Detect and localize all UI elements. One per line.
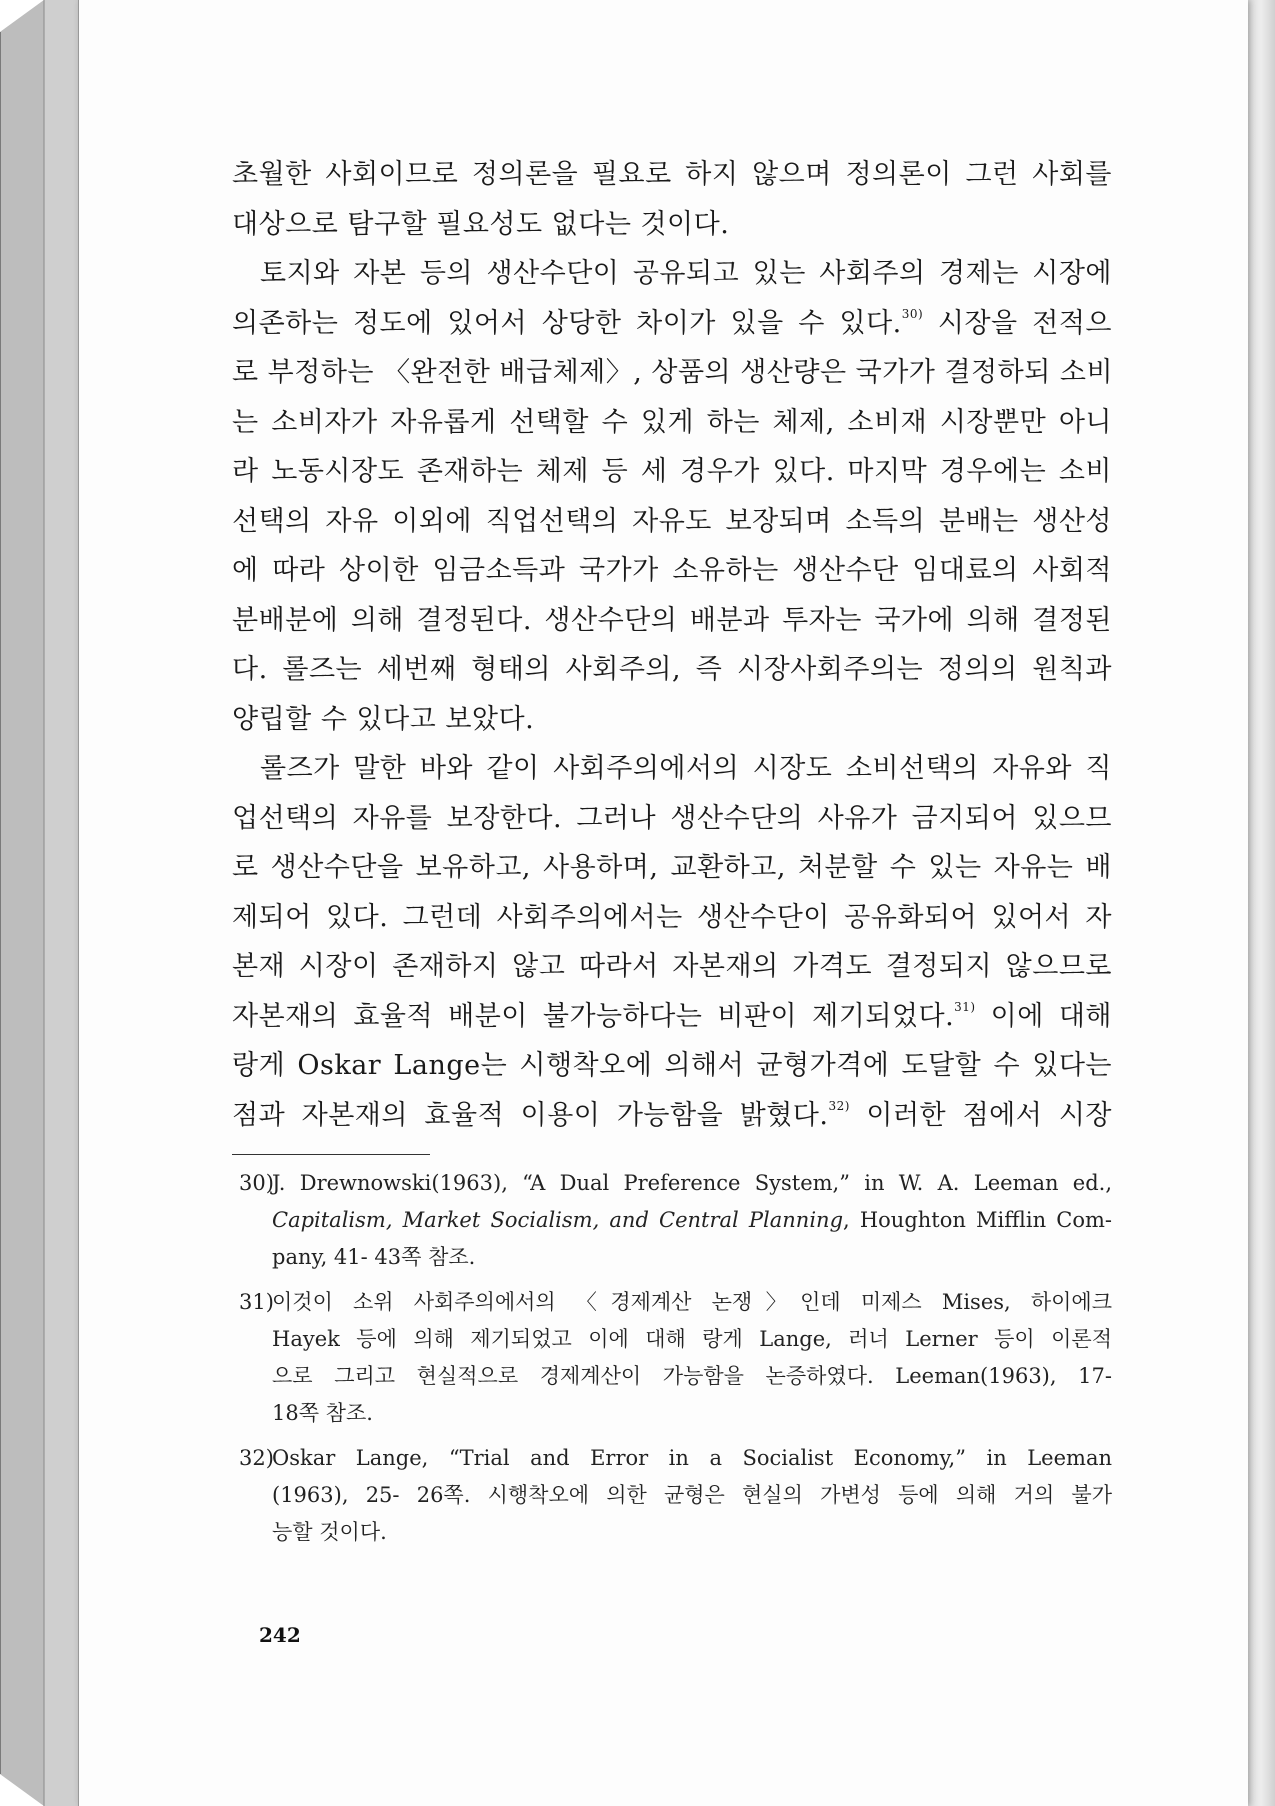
text-line: 제되어 있다. 그런데 사회주의에서는 생산수단이 공유화되어 있어서 자 [232, 901, 1112, 933]
text-line: 토지와 자본 등의 생산수단이 공유되고 있는 사회주의 경제는 시장에 [260, 258, 1112, 289]
footnote-line: J. Drewnowski(1963), “A Dual Preference System,” in W. A. Leeman ed., [272, 1171, 1112, 1195]
text-line: 초월한 사회이므로 정의론을 필요로 하지 않으며 정의론이 그런 사회를 [232, 159, 1112, 190]
text-segment: 이러한 점에서 시장 [866, 1099, 1112, 1131]
footnote-number: 31) [239, 1290, 274, 1314]
page-number: 242 [259, 1623, 301, 1647]
text-segment: 이에 대해 [990, 1000, 1112, 1032]
footnote-separator [232, 1154, 430, 1155]
text-line [232, 1091, 1112, 1141]
footnote-line: (1963), 25- 26쪽. 시행착오에 의한 균형은 현실의 가변성 등에 의해 거의 불가 [272, 1483, 1112, 1507]
paragraph-2 [232, 249, 1112, 744]
footnote-line: 능할 것이다. [272, 1520, 387, 1544]
text-line: 다. 롤즈는 세번째 형태의 사회주의, 즉 시장사회주의는 정의의 원칙과 [232, 654, 1112, 685]
text-line: 는 소비자가 자유롭게 선택할 수 있게 하는 체제, 소비재 시장뿐만 아니 [232, 406, 1112, 438]
text-line: 라 노동시장도 존재하는 체제 등 세 경우가 있다. 마지막 경우에는 소비 [232, 456, 1112, 487]
text-line [232, 992, 1112, 1042]
footnote-ref-30[interactable]: 30) [901, 306, 924, 321]
text-line: 랑게 Oskar Lange는 시행착오에 의해서 균형가격에 도달할 수 있다는 [232, 1050, 1112, 1081]
text-line: 본재 시장이 존재하지 않고 따라서 자본재의 가격도 결정되지 않으므로 [232, 951, 1112, 982]
text-line: 롤즈가 말한 바와 같이 사회주의에서의 시장도 소비선택의 자유와 직 [260, 753, 1112, 784]
page-content [232, 150, 1112, 1559]
text-line: 대상으로 탐구할 필요성도 없다는 것이다. [232, 208, 730, 240]
text-line: 로 부정하는 〈완전한 배급체제〉, 상품의 생산량은 국가가 결정하되 소비 [232, 357, 1114, 388]
paragraph-1 [232, 150, 1112, 249]
text-line: 분배분에 의해 결정된다. 생산수단의 배분과 투자는 국가에 의해 결정된 [232, 604, 1112, 636]
footnote-line: 18쪽 참조. [272, 1401, 373, 1425]
text-segment: , Houghton Mifflin Com- [843, 1208, 1112, 1232]
text-line: 업선택의 자유를 보장한다. 그러나 생산수단의 사유가 금지되어 있으므 [232, 802, 1112, 834]
footnote-31 [232, 1284, 1112, 1432]
text-segment: 자본재의 효율적 배분이 불가능하다는 비판이 제기되었다. [232, 1000, 955, 1032]
footnote-line: 으로 그리고 현실적으로 경제계산이 가능함을 논증하였다. Leeman(1963), 17- [272, 1364, 1112, 1388]
footnote-line: Oskar Lange, “Trial and Error in a Socialist Economy,” in Leeman [272, 1446, 1112, 1470]
footnote-line: pany, 41- 43쪽 참조. [272, 1245, 476, 1269]
footnote-number: 30) [239, 1171, 274, 1195]
book-right-edge [1247, 0, 1275, 1806]
text-line: 양립할 수 있다고 보았다. [232, 703, 535, 735]
text-line: 선택의 자유 이외에 직업선택의 자유도 보장되며 소득의 분배는 생산성 [232, 505, 1112, 537]
footnote-ref-32[interactable]: 32) [828, 1098, 850, 1113]
paragraph-3 [232, 744, 1112, 1140]
book-left-edge [0, 0, 78, 1806]
text-line [232, 299, 1112, 349]
text-line: 에 따라 상이한 임금소득과 국가가 소유하는 생산수단 임대료의 사회적 [232, 555, 1112, 586]
footnote-line: Hayek 등에 의해 제기되었고 이에 대해 랑게 Lange, 러너 Lerner 등이 이론적 [272, 1327, 1112, 1351]
book-title: Capitalism, Market Socialism, and Central Planning [272, 1208, 844, 1232]
text-segment: 의존하는 정도에 있어서 상당한 차이가 있을 수 있다. [232, 307, 902, 339]
footnote-line: 이것이 소위 사회주의에서의 〈경제계산 논쟁〉인데 미제스 Mises, 하이에크 [272, 1290, 1112, 1314]
footnote-32 [232, 1440, 1112, 1551]
footnote-30 [232, 1165, 1112, 1276]
footnote-ref-31[interactable]: 31) [954, 999, 976, 1014]
text-segment: 시장을 전적으 [937, 307, 1112, 339]
text-line: 로 생산수단을 보유하고, 사용하며, 교환하고, 처분할 수 있는 자유는 배 [232, 852, 1112, 883]
footnote-number: 32) [239, 1446, 274, 1470]
footnote-line [272, 1202, 1112, 1239]
text-segment: 점과 자본재의 효율적 이용이 가능함을 밝혔다. [232, 1099, 829, 1131]
